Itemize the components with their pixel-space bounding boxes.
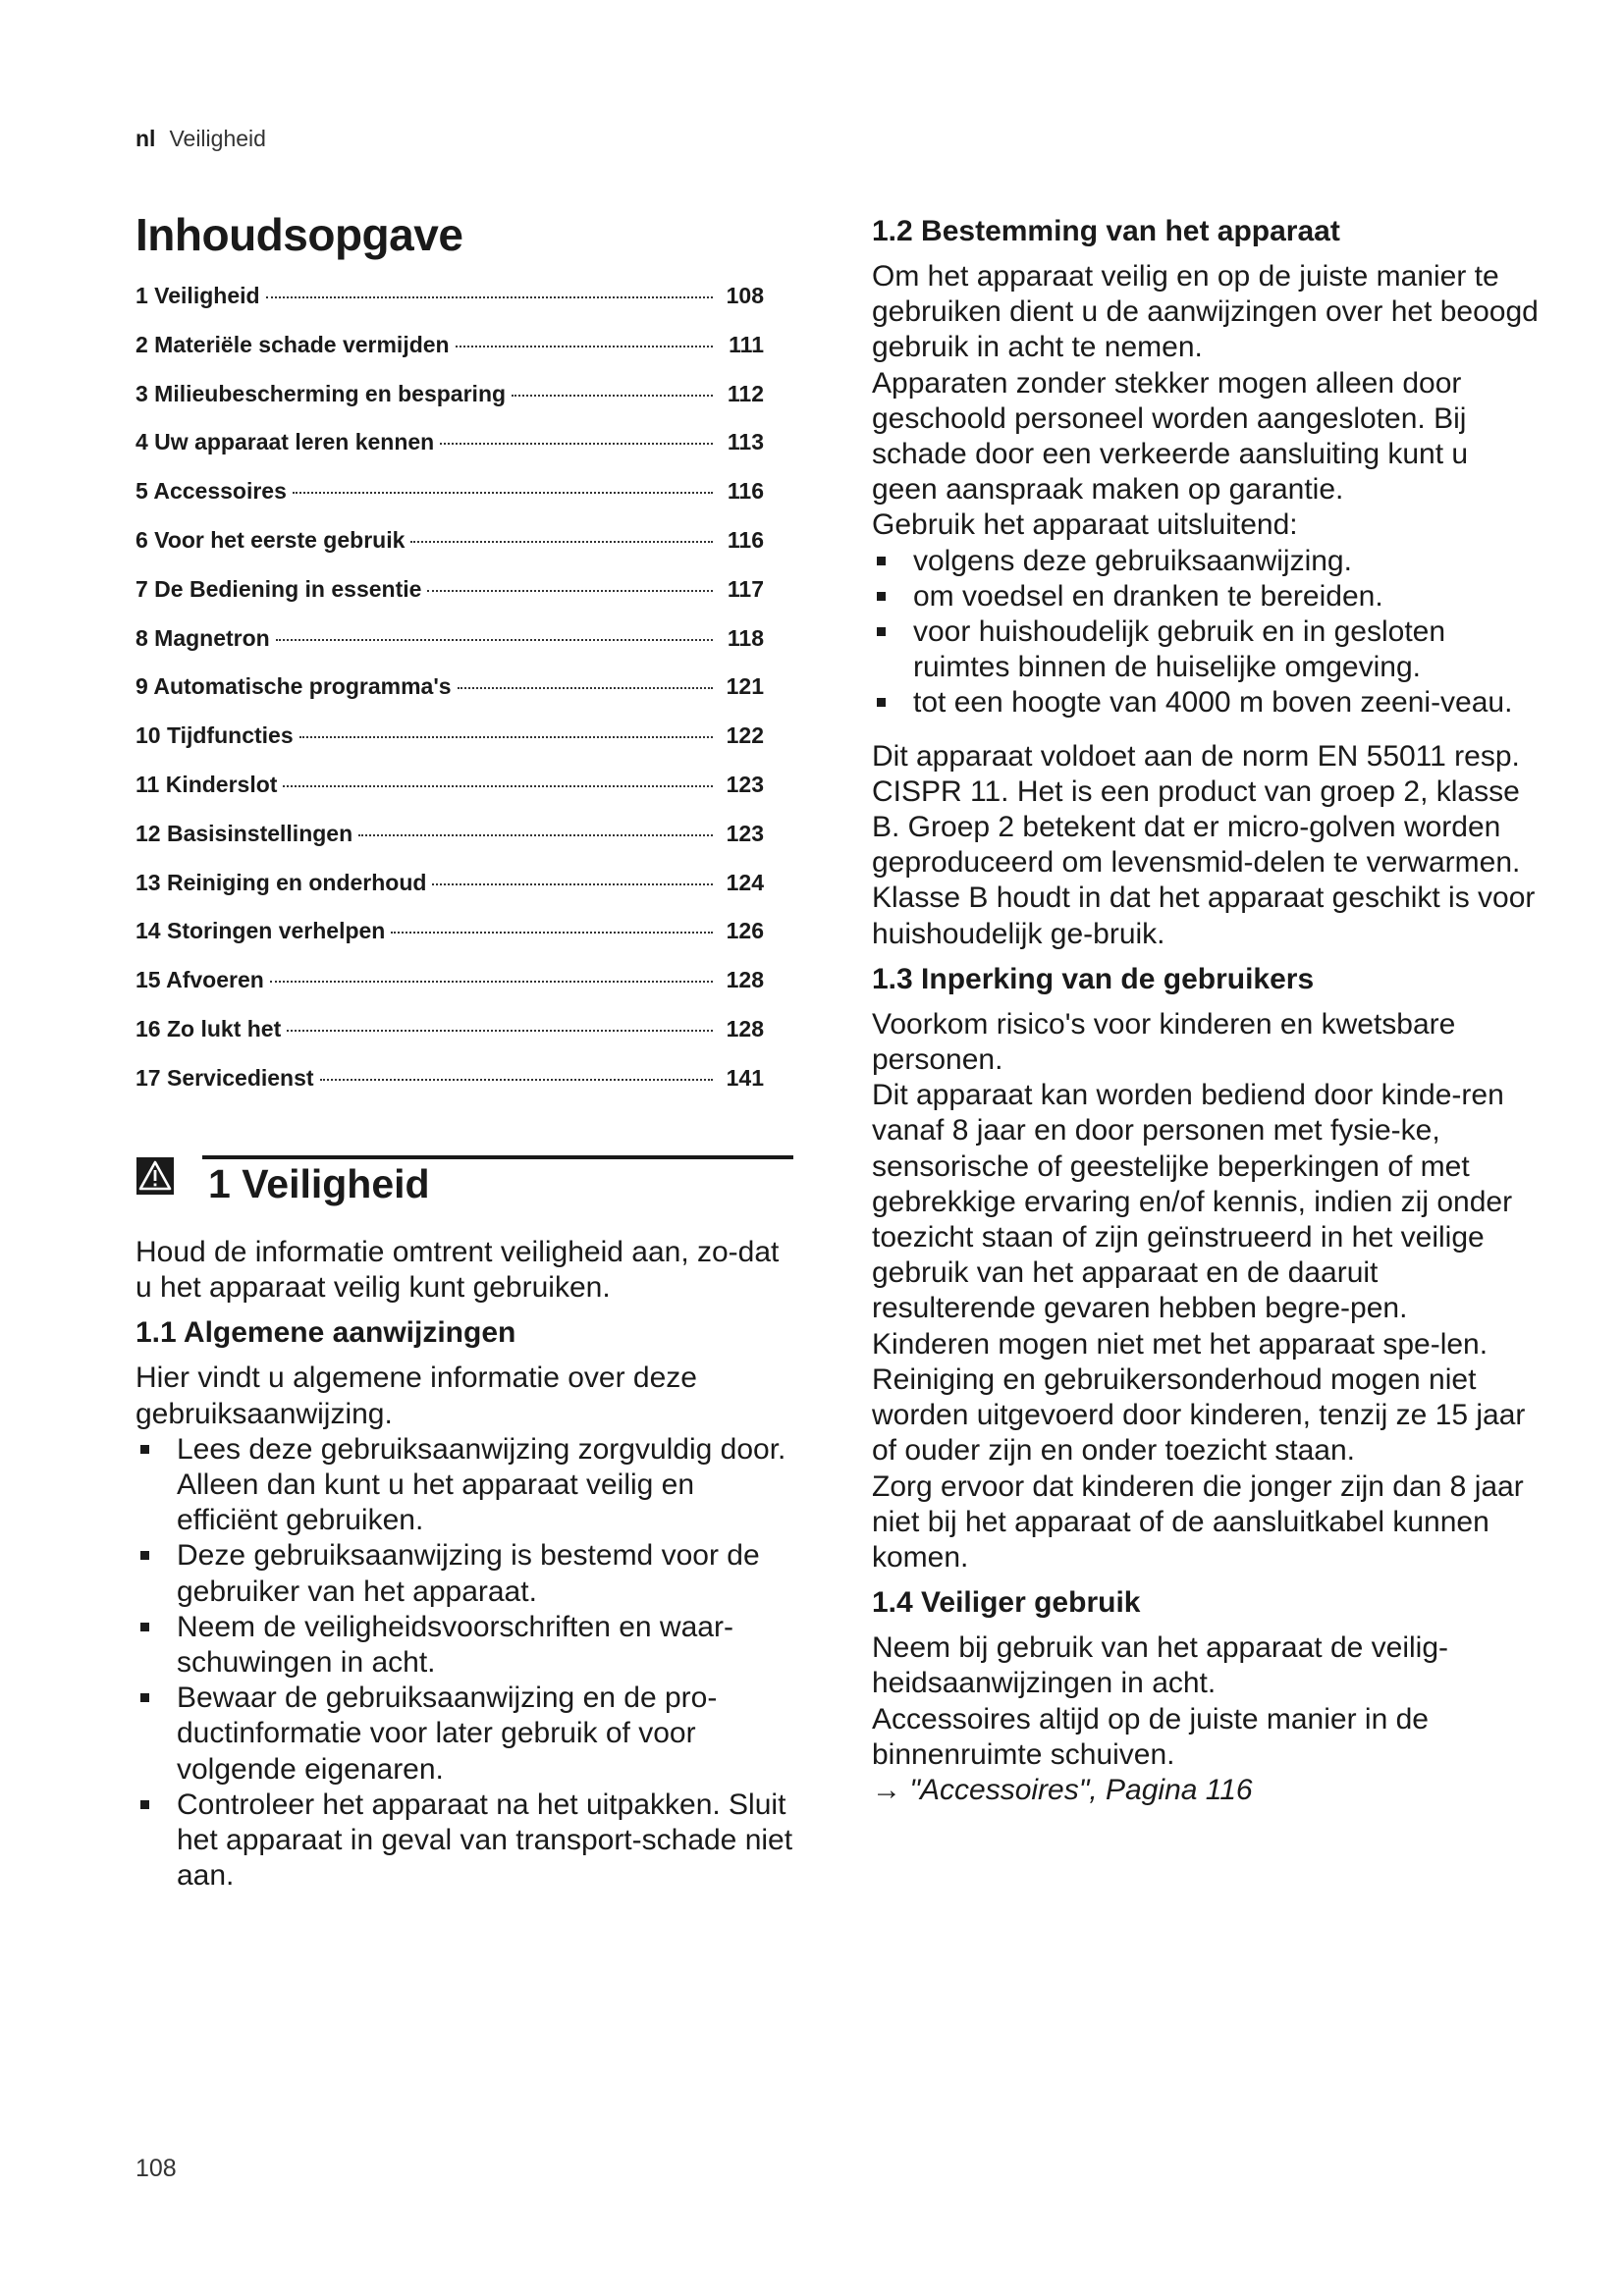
paragraph: Accessoires altijd op de juiste manier in de binnenruimte schuiven.: [872, 1702, 1429, 1771]
toc-leader-dots: [512, 395, 713, 397]
toc-entry[interactable]: [135, 1065, 764, 1114]
paragraph: Dit apparaat kan worden bediend door kinde-ren vanaf 8 jaar en door personen met fysie-ke, sensorische of geestelijke beperkingen of met gebrekkige ervaring en/of kennis, indien zij onder toezicht staan of zijn geïnstrueerd in het veilige gebruik van het apparaat en de daaruit resulterende gevaren hebben begre-pen.: [872, 1079, 1513, 1325]
intended-use-list: [872, 544, 1540, 721]
toc-entry-page: 128: [726, 1015, 764, 1041]
paragraph: Reiniging en gebruikersonderhoud mogen niet worden uitgevoerd door kinderen, tenzij ze 15 jaar of ouder zijn en onder toezicht staan.: [872, 1362, 1526, 1468]
header-section: Veiligheid: [169, 126, 266, 151]
toc-entry-page: 113: [727, 429, 764, 455]
toc-entry-page: 123: [726, 820, 764, 846]
left-column-body: [135, 1235, 793, 1894]
toc-entry-page: 122: [726, 722, 764, 749]
list-item: [135, 1538, 793, 1609]
toc-entry-page: 117: [727, 575, 764, 602]
toc-entry-page: 141: [726, 1064, 764, 1091]
toc-entry-label: 15 Afvoeren: [135, 967, 264, 993]
paragraph: Apparaten zonder stekker mogen alleen door geschoold personeel worden aangesloten. Bij schade door een verkeerde aansluiting kunt u geen aanspraak maken op garantie.: [872, 366, 1469, 507]
toc-entry-label: 5 Accessoires: [135, 478, 287, 505]
accessories-page-link[interactable]: "Accessoires", Pagina 116: [909, 1773, 1253, 1806]
toc-entry-page: 128: [726, 967, 764, 993]
bullet-icon: [877, 627, 886, 636]
toc-leader-dots: [432, 883, 713, 885]
toc-entry[interactable]: [135, 772, 764, 821]
list-item: [872, 579, 1540, 614]
paragraph: Kinderen mogen niet met het apparaat spe-len.: [872, 1327, 1489, 1361]
subsection-1-1-intro: Hier vindt u algemene informatie over deze gebruiksaanwijzing.: [135, 1362, 697, 1430]
subsection-1-4-title: 1.4 Veiliger gebruik: [872, 1586, 1141, 1620]
toc-leader-dots: [410, 541, 713, 543]
toc-entry[interactable]: [135, 478, 764, 527]
list-item-text: Controleer het apparaat na het uitpakken. Sluit het apparaat in geval van transport-schade niet aan.: [177, 1788, 793, 1893]
list-item-text: Bewaar de gebruiksaanwijzing en de pro-ductinformatie voor later gebruik of voor volgende eigenaren.: [177, 1682, 718, 1786]
bullet-icon: [877, 592, 886, 601]
toc-entry[interactable]: [135, 821, 764, 870]
subsection-1-2-title: 1.2 Bestemming van het apparaat: [872, 215, 1340, 247]
section-1-title: 1 Veiligheid: [208, 1161, 430, 1206]
toc-leader-dots: [391, 932, 713, 934]
arrow-right-icon: →: [872, 1773, 901, 1806]
cross-reference: [872, 1773, 1540, 1808]
toc-leader-dots: [293, 492, 713, 494]
toc-entry[interactable]: [135, 283, 764, 332]
toc-list: [135, 283, 793, 1114]
toc-entry[interactable]: [135, 1016, 764, 1065]
toc-entry-page: 126: [726, 918, 764, 944]
toc-title: Inhoudsopgave: [135, 209, 463, 260]
toc-entry[interactable]: [135, 332, 764, 381]
toc-entry[interactable]: [135, 673, 764, 722]
toc-entry-page: 112: [727, 380, 764, 406]
list-item: [872, 544, 1540, 579]
paragraph: Neem bij gebruik van het apparaat de veilig-heidsaanwijzingen in acht.: [872, 1631, 1449, 1700]
toc-entry-label: 3 Milieubescherming en besparing: [135, 380, 507, 406]
toc-leader-dots: [320, 1079, 713, 1081]
list-item: [135, 1681, 793, 1788]
toc-entry-page: 116: [727, 526, 764, 553]
toc-entry-label: 4 Uw apparaat leren kennen: [135, 429, 435, 455]
list-item: [135, 1432, 793, 1539]
toc-entry-label: 1 Veiligheid: [135, 283, 260, 308]
bullet-icon: [877, 557, 886, 565]
toc-entry-page: 121: [726, 673, 764, 700]
toc-entry-page: 111: [729, 331, 764, 357]
bullet-icon: [140, 1623, 149, 1631]
list-item: [135, 1610, 793, 1681]
bullet-icon: [877, 698, 886, 707]
list-item-text: Lees deze gebruiksaanwijzing zorgvuldig door. Alleen dan kunt u het apparaat veilig en efficiënt gebruiken.: [177, 1432, 786, 1537]
toc-entry-label: 12 Basisinstellingen: [135, 820, 353, 846]
toc-entry[interactable]: [135, 527, 764, 576]
bullet-icon: [140, 1800, 149, 1809]
paragraph: Voorkom risico's voor kinderen en kwetsbare personen.: [872, 1007, 1456, 1077]
right-column-body: [872, 214, 1540, 1808]
language-code: nl: [135, 126, 156, 151]
toc-leader-dots: [276, 639, 713, 641]
toc-leader-dots: [283, 785, 713, 787]
toc-entry-page: 118: [727, 624, 764, 651]
toc-leader-dots: [299, 736, 713, 738]
toc-entry[interactable]: [135, 576, 764, 625]
subsection-1-3-title: 1.3 Inperking van de gebruikers: [872, 962, 1315, 995]
toc-entry[interactable]: [135, 429, 764, 478]
toc-entry-label: 14 Storingen verhelpen: [135, 918, 386, 944]
table-of-contents: [135, 208, 793, 1114]
page-header: [135, 126, 266, 152]
toc-leader-dots: [458, 687, 713, 689]
toc-entry[interactable]: [135, 722, 764, 772]
toc-leader-dots: [358, 834, 713, 836]
list-item: [872, 614, 1540, 685]
list-item: [872, 685, 1540, 721]
toc-leader-dots: [287, 1030, 713, 1032]
paragraph: Gebruik het apparaat uitsluitend:: [872, 508, 1298, 542]
toc-entry[interactable]: [135, 381, 764, 430]
paragraph: Zorg ervoor dat kinderen die jonger zijn dan 8 jaar niet bij het apparaat of de aansluitkabel kunnen komen.: [872, 1469, 1524, 1574]
list-item: [135, 1788, 793, 1895]
toc-entry-label: 16 Zo lukt het: [135, 1015, 282, 1041]
toc-entry-label: 8 Magnetron: [135, 624, 270, 651]
list-item-text: tot een hoogte van 4000 m boven zeeni-veau.: [913, 686, 1513, 720]
paragraph: Om het apparaat veilig en op de juiste manier te gebruiken dient u de aanwijzingen over het beoogd gebruik in acht te nemen.: [872, 260, 1539, 364]
general-instructions-list: [135, 1432, 793, 1895]
toc-entry-label: 13 Reiniging en onderhoud: [135, 869, 427, 895]
toc-leader-dots: [440, 443, 713, 445]
list-item-text: om voedsel en dranken te bereiden.: [913, 579, 1383, 613]
bullet-icon: [140, 1445, 149, 1454]
toc-entry-label: 10 Tijdfuncties: [135, 722, 294, 749]
page-number: 108: [135, 2155, 177, 2182]
toc-entry-page: 124: [726, 869, 764, 895]
toc-entry-page: 116: [727, 478, 764, 505]
section-rule: [202, 1155, 793, 1159]
toc-leader-dots: [456, 346, 713, 347]
toc-entry[interactable]: [135, 625, 764, 674]
toc-entry-label: 6 Voor het eerste gebruik: [135, 526, 406, 553]
toc-entry-label: 11 Kinderslot: [135, 771, 278, 797]
toc-leader-dots: [427, 590, 713, 592]
list-item-text: voor huishoudelijk gebruik en in gesloten ruimtes binnen de huiselijke omgeving.: [913, 615, 1446, 684]
warning-icon: [135, 1156, 175, 1196]
toc-leader-dots: [270, 981, 713, 983]
toc-leader-dots: [266, 296, 713, 298]
toc-entry-label: 7 De Bediening in essentie: [135, 575, 422, 602]
bullet-icon: [140, 1551, 149, 1560]
list-item-text: Neem de veiligheidsvoorschriften en waar-schuwingen in acht.: [177, 1610, 733, 1680]
toc-entry-label: 2 Materiële schade vermijden: [135, 331, 450, 357]
list-item-text: Deze gebruiksaanwijzing is bestemd voor de gebruiker van het apparaat.: [177, 1539, 760, 1608]
paragraph: Dit apparaat voldoet aan de norm EN 55011 resp. CISPR 11. Het is een product van groep 2, klasse B. Groep 2 betekent dat er micro-golven worden geproduceerd om levensmid-delen te verwarmen. Klasse B houdt in dat het apparaat geschikt is voor huishoudelijk ge-bruik.: [872, 739, 1536, 950]
toc-entry[interactable]: [135, 967, 764, 1016]
bullet-icon: [140, 1693, 149, 1702]
section-1-intro: Houd de informatie omtrent veiligheid aan, zo-dat u het apparaat veilig kunt gebruiken.: [135, 1236, 780, 1305]
toc-entry-label: 9 Automatische programma's: [135, 673, 452, 700]
toc-entry-label: 17 Servicedienst: [135, 1064, 314, 1091]
toc-entry[interactable]: [135, 870, 764, 919]
toc-entry-page: 108: [726, 283, 764, 308]
toc-entry[interactable]: [135, 918, 764, 967]
subsection-1-1-title: 1.1 Algemene aanwijzingen: [135, 1316, 516, 1350]
list-item-text: volgens deze gebruiksaanwijzing.: [913, 544, 1352, 577]
toc-entry-page: 123: [726, 771, 764, 797]
